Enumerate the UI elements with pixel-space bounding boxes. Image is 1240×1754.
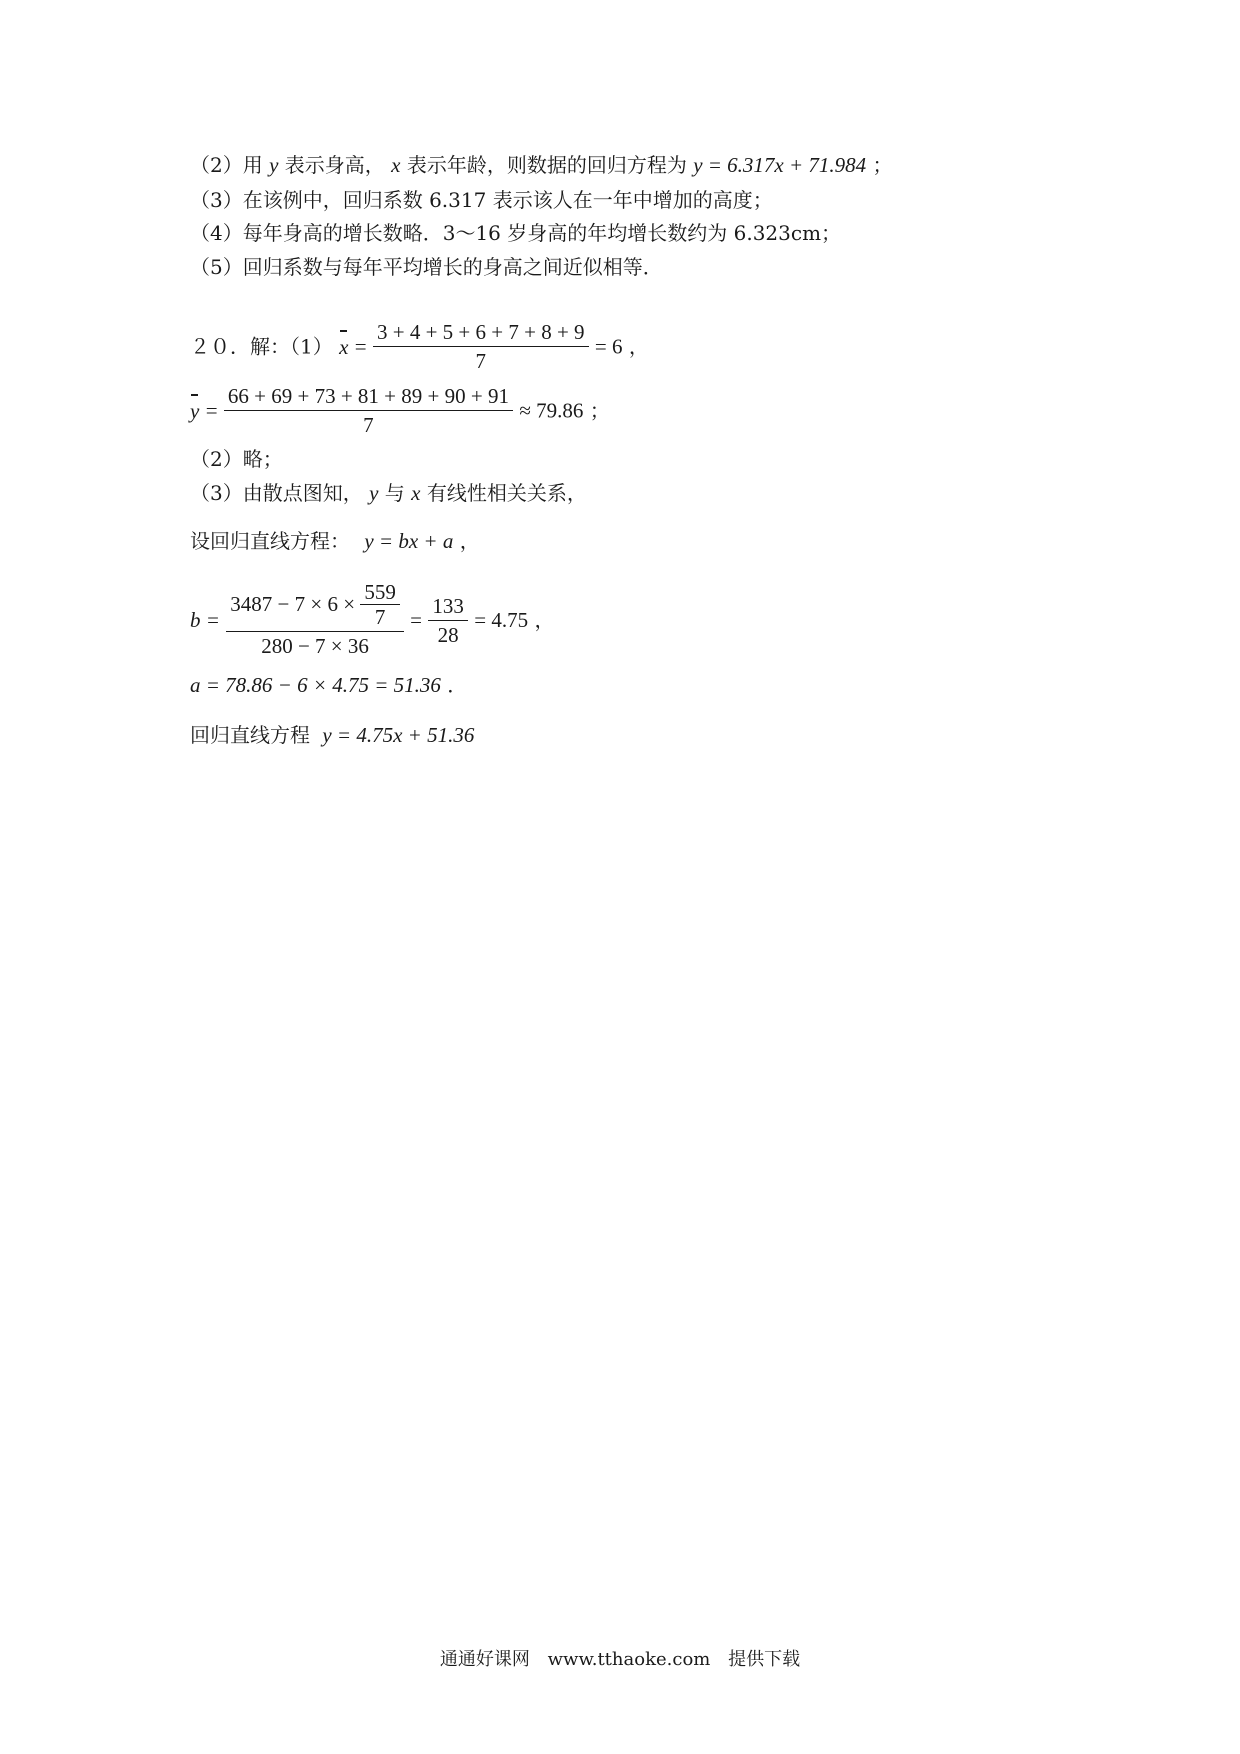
x-bar-denominator: 7 [475, 349, 487, 373]
b-end: ， [534, 608, 555, 632]
b-result: = 4.75 [474, 608, 529, 632]
set-regression-line [190, 528, 480, 554]
y-bar-line [190, 382, 610, 442]
a-end: ． [447, 673, 468, 697]
equals-sign: = [410, 608, 423, 632]
footer-brand: 通通好课网 [439, 1649, 530, 1670]
var-x: x [391, 153, 401, 177]
final-regression-line [190, 722, 474, 748]
item-2-omitted: （2）略； [190, 447, 283, 471]
final-text: 回归直线方程 [190, 723, 310, 747]
item-5-text: （5）回归系数与每年平均增长的身高之间近似相等． [190, 255, 663, 279]
var-y: y [269, 153, 279, 177]
item-3-text-a: （3）由散点图知， [190, 481, 363, 505]
a-equation: a = 78.86 − 6 × 4.75 = 51.36 [190, 673, 441, 697]
set-end: ， [459, 529, 480, 553]
footer-note: 提供下载 [728, 1649, 801, 1670]
var-y: y [369, 481, 379, 505]
b-fraction [226, 580, 404, 660]
item-2-prefix: （2）用 [190, 153, 263, 177]
b-inner-fraction [360, 580, 400, 629]
item-2-text-1: 表示身高， [284, 153, 385, 177]
b-fraction-2 [428, 592, 468, 649]
y-bar-denominator: 7 [363, 413, 374, 437]
x-bar-line [190, 318, 649, 378]
b-inner-numerator: 559 [360, 580, 400, 605]
b-inner-denominator: 7 [374, 605, 386, 629]
x-bar-comma: ， [628, 334, 649, 359]
equals-sign: = [354, 334, 367, 359]
b-numerator [226, 580, 404, 632]
var-x: x [411, 481, 421, 505]
equals-sign: = [205, 398, 218, 423]
item-3-text: （3）在该例中，回归系数 6.317 表示该人在一年中增加的高度； [190, 188, 773, 212]
final-equation: y = 4.75x + 51.36 [322, 723, 475, 747]
regression-equation: y = 6.317x + 71.984 [693, 153, 867, 177]
y-bar-semicolon: ； [589, 398, 610, 423]
b-computation [190, 580, 554, 670]
item-2-text-2: 表示年龄，则数据的回归方程为 [406, 153, 687, 177]
y-bar-symbol: y [190, 398, 200, 423]
item-2-regression-equation [190, 152, 893, 178]
set-equation: y = bx + a [364, 529, 454, 553]
item-4-text: （4）每年身高的增长数略．3～16 岁身高的年均增长数约为 6.323cm； [190, 221, 842, 245]
item-2-end: ； [872, 153, 893, 177]
b-lhs: b = [190, 608, 220, 632]
item-3-linear-relation [190, 480, 587, 506]
page-footer [0, 1645, 1240, 1671]
y-bar-fraction [224, 382, 513, 439]
x-bar-symbol: x [339, 334, 349, 359]
x-bar-fraction [373, 318, 589, 375]
b-numerator-text: 3487 − 7 × 6 × [230, 592, 356, 616]
x-bar-numerator: 3 + 4 + 5 + 6 + 7 + 8 + 9 [373, 318, 589, 347]
y-bar-numerator: 66 + 69 + 73 + 81 + 89 + 90 + 91 [224, 382, 513, 411]
a-computation [190, 672, 467, 698]
b-denominator: 280 − 7 × 36 [261, 634, 369, 658]
b-fraction-2-denominator: 28 [437, 622, 459, 647]
item-3-text-b: 与 [384, 481, 405, 505]
solution-20-head: ２０．解：（1） [190, 334, 333, 359]
b-fraction-2-numerator: 133 [428, 592, 468, 621]
item-3-text-c: 有线性相关关系， [426, 481, 587, 505]
y-bar-result: ≈ 79.86 [519, 398, 584, 423]
footer-url: www.tthaoke.com [547, 1649, 711, 1670]
x-bar-result: = 6 [594, 334, 623, 359]
set-text: 设回归直线方程： [190, 529, 350, 553]
